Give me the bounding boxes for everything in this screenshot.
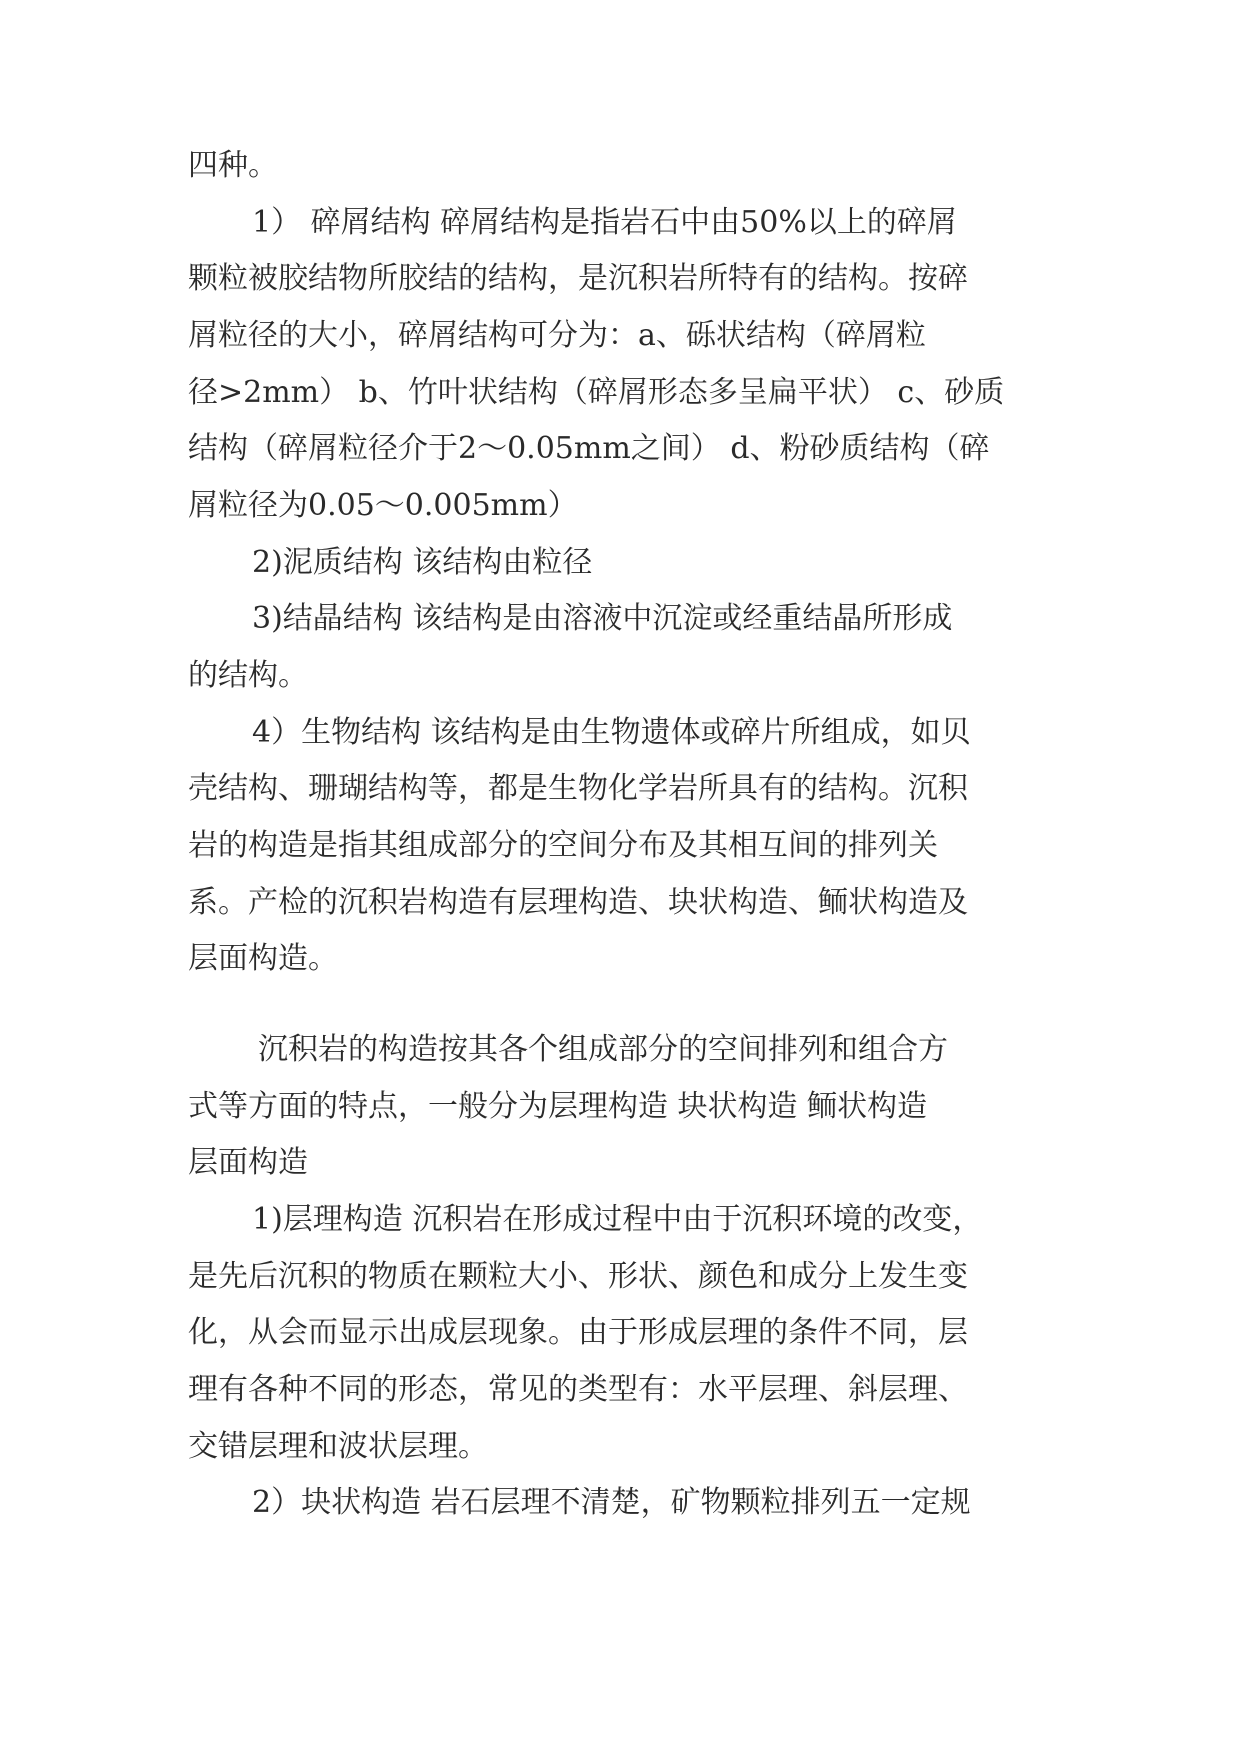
- text-line: 3)结晶结构 该结构是由溶液中沉淀或经重结晶所形成: [252, 601, 953, 636]
- text-line: 层面构造。: [188, 941, 338, 976]
- text-line: 径>2mm） b、竹叶状结构（碎屑形态多呈扁平状） c、砂质: [188, 375, 1005, 410]
- text-line: 壳结构、珊瑚结构等，都是生物化学岩所具有的结构。沉积: [188, 771, 968, 806]
- text-line: 层面构造: [188, 1145, 308, 1180]
- text-line: 沉积岩的构造按其各个组成部分的空间排列和组合方: [258, 1032, 948, 1067]
- text-line: 交错层理和波状层理。: [188, 1429, 488, 1464]
- text-line: 屑粒径的大小，碎屑结构可分为：a、砾状结构（碎屑粒: [188, 318, 926, 353]
- text-line: 1） 碎屑结构 碎屑结构是指岩石中由50%以上的碎屑: [252, 205, 957, 240]
- text-line: 岩的构造是指其组成部分的空间分布及其相互间的排列关: [188, 828, 938, 863]
- text-line: 1)层理构造 沉积岩在形成过程中由于沉积环境的改变，: [252, 1202, 983, 1237]
- text-line: 式等方面的特点，一般分为层理构造 块状构造 鲕状构造: [188, 1089, 928, 1124]
- text-line: 屑粒径为0.05～0.005mm）: [188, 488, 578, 523]
- text-line: 的结构。: [188, 658, 308, 693]
- text-line: 化，从会而显示出成层现象。由于形成层理的条件不同，层: [188, 1315, 968, 1350]
- text-line: 结构（碎屑粒径介于2～0.05mm之间） d、粉砂质结构（碎: [188, 431, 990, 466]
- text-line: 是先后沉积的物质在颗粒大小、形状、颜色和成分上发生变: [188, 1259, 968, 1294]
- text-line: 4）生物结构 该结构是由生物遗体或碎片所组成，如贝: [252, 715, 971, 750]
- text-line: 颗粒被胶结物所胶结的结构，是沉积岩所特有的结构。按碎: [188, 261, 968, 296]
- text-line: 2）块状构造 岩石层理不清楚，矿物颗粒排列五一定规: [252, 1485, 971, 1520]
- text-line: 2)泥质结构 该结构由粒径: [252, 545, 593, 580]
- text-line: 理有各种不同的形态，常见的类型有：水平层理、斜层理、: [188, 1372, 968, 1407]
- text-line: 系。产检的沉积岩构造有层理构造、块状构造、鲕状构造及: [188, 885, 968, 920]
- text-line: 四种。: [188, 148, 278, 183]
